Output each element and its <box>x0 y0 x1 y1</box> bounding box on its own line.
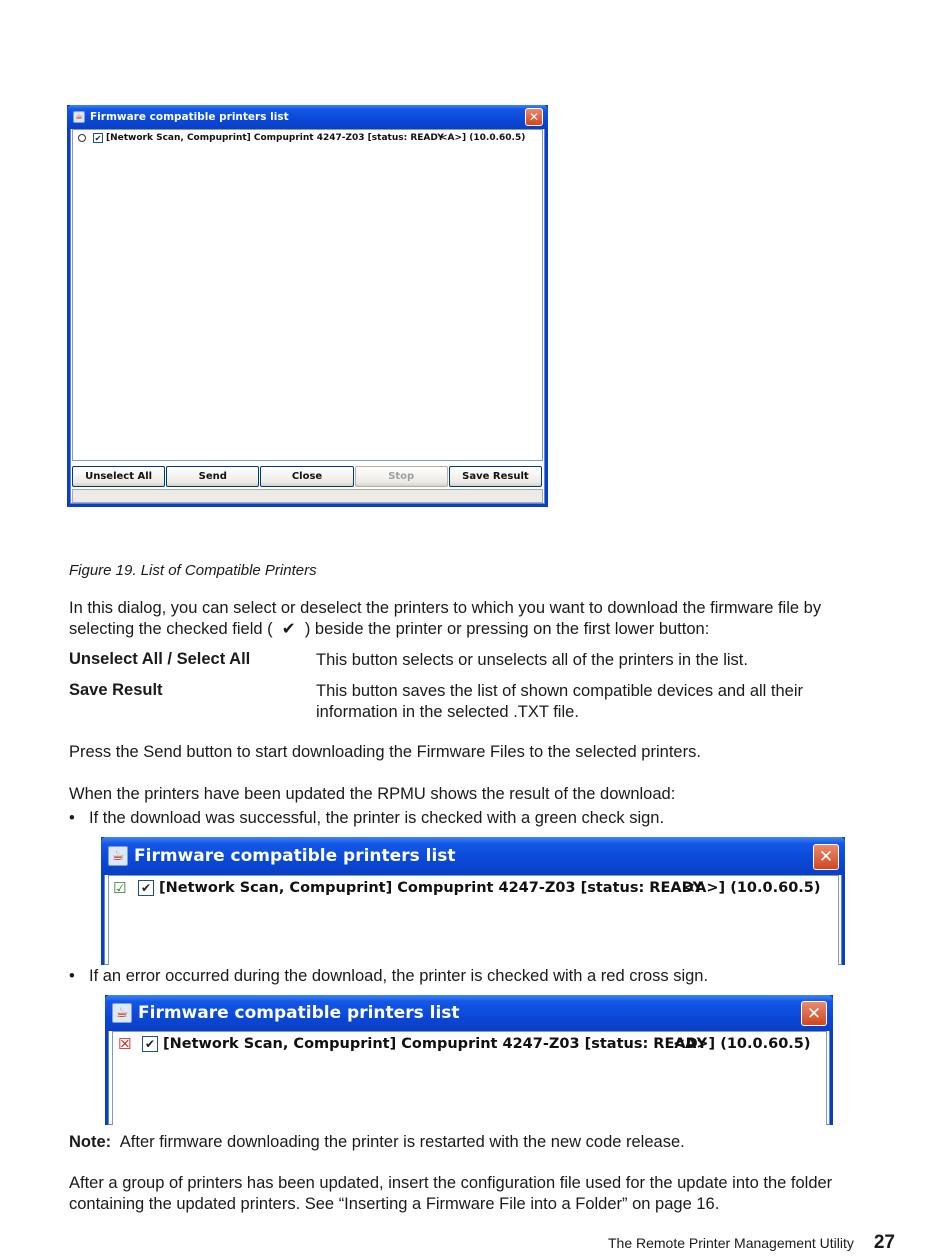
note-label: Note: <box>69 1133 112 1151</box>
intro-line-1: In this dialog, you can select or deselect the printers to which you want to download the firmware file by <box>69 599 822 617</box>
select-checkbox[interactable]: ✔ <box>94 133 102 143</box>
button-bar <box>72 466 543 487</box>
select-checkbox[interactable]: ✔ <box>138 880 154 896</box>
success-window <box>101 837 845 965</box>
bullet-success: • If the download was successful, the printer is checked with a green check sign. <box>69 809 665 827</box>
status-bar <box>72 489 543 503</box>
printer-description: [Network Scan, Compuprint] Compuprint 4247-Z03 [status: READY <box>106 133 444 143</box>
printer-row[interactable] <box>113 879 821 897</box>
window-title: Firmware compatible printers list <box>138 1003 460 1023</box>
close-button[interactable]: Close <box>260 466 353 487</box>
send-button[interactable]: Send <box>166 466 259 487</box>
printer-list <box>72 129 543 461</box>
window-title: Firmware compatible printers list <box>90 111 289 123</box>
definition-desc: This button selects or unselects all of the printers in the list. <box>316 651 748 669</box>
definition-term: Unselect All / Select All <box>69 650 251 668</box>
bullet-error: • If an error occurred during the download, the printer is checked with a red cross sign. <box>69 967 709 985</box>
send-paragraph: Press the Send button to start downloading the Firmware Files to the selected printers. <box>69 743 701 761</box>
intro-line-2: selecting the checked field ( ✔ ) beside the printer or pressing on the first lower button: <box>69 620 710 638</box>
window-title-bar <box>105 995 833 1031</box>
save-result-button[interactable]: Save Result <box>449 466 542 487</box>
printer-address: <A>] (10.0.60.5) <box>683 880 821 896</box>
close-icon[interactable]: ✕ <box>525 108 543 126</box>
printer-address: <A>] (10.0.60.5) <box>440 133 526 143</box>
result-paragraph: When the printers have been updated the RPMU shows the result of the download: <box>69 785 676 803</box>
green-check-icon: ☑ <box>113 879 127 897</box>
figure-caption: Figure 19. List of Compatible Printers <box>69 562 317 579</box>
definition-desc: This button saves the list of shown compatible devices and all their information in the selected .TXT file. <box>316 682 804 721</box>
printer-address: <A>] (10.0.60.5) <box>673 1036 811 1052</box>
select-checkbox[interactable]: ✔ <box>142 1036 158 1052</box>
status-radio-icon <box>78 134 86 142</box>
close-icon[interactable]: ✕ <box>813 844 839 870</box>
printer-list <box>108 875 839 965</box>
printer-description: [Network Scan, Compuprint] Compuprint 4247-Z03 [status: READY <box>163 1036 708 1052</box>
java-app-icon: ☕ <box>112 1003 132 1023</box>
note-paragraph <box>69 1132 685 1153</box>
printer-row[interactable] <box>118 1035 811 1053</box>
definition-term: Save Result <box>69 681 163 699</box>
printer-description: [Network Scan, Compuprint] Compuprint 4247-Z03 [status: READY <box>159 880 704 896</box>
closing-paragraph: After a group of printers has been updated, insert the configuration file used for the update into the folder containing the updated printers. See “Inserting a Firmware File into a Folder” on page 16. <box>69 1174 833 1213</box>
window-title-bar <box>101 837 845 875</box>
bullet-dot: • <box>69 809 75 827</box>
java-app-icon: ☕ <box>108 846 128 866</box>
window-title: Firmware compatible printers list <box>134 846 456 866</box>
java-app-icon: ☕ <box>74 112 84 122</box>
check-mark-icon: ✔ <box>277 620 301 638</box>
red-cross-icon: ☒ <box>118 1035 132 1053</box>
stop-button[interactable]: Stop <box>355 466 448 487</box>
page-footer <box>608 1232 895 1254</box>
printer-row[interactable] <box>78 133 526 143</box>
printer-list <box>112 1031 827 1125</box>
bullet-dot: • <box>69 967 75 985</box>
unselect-all-button[interactable]: Unselect All <box>72 466 165 487</box>
intro-paragraph <box>69 598 899 640</box>
page-number: 27 <box>873 1232 895 1253</box>
note-text: After firmware downloading the printer is restarted with the new code release. <box>119 1133 685 1151</box>
window-title-bar <box>67 105 548 129</box>
error-window <box>105 995 833 1125</box>
close-icon[interactable]: ✕ <box>801 1001 827 1026</box>
footer-title: The Remote Printer Management Utility <box>607 1235 854 1251</box>
firmware-printers-window <box>67 105 548 507</box>
